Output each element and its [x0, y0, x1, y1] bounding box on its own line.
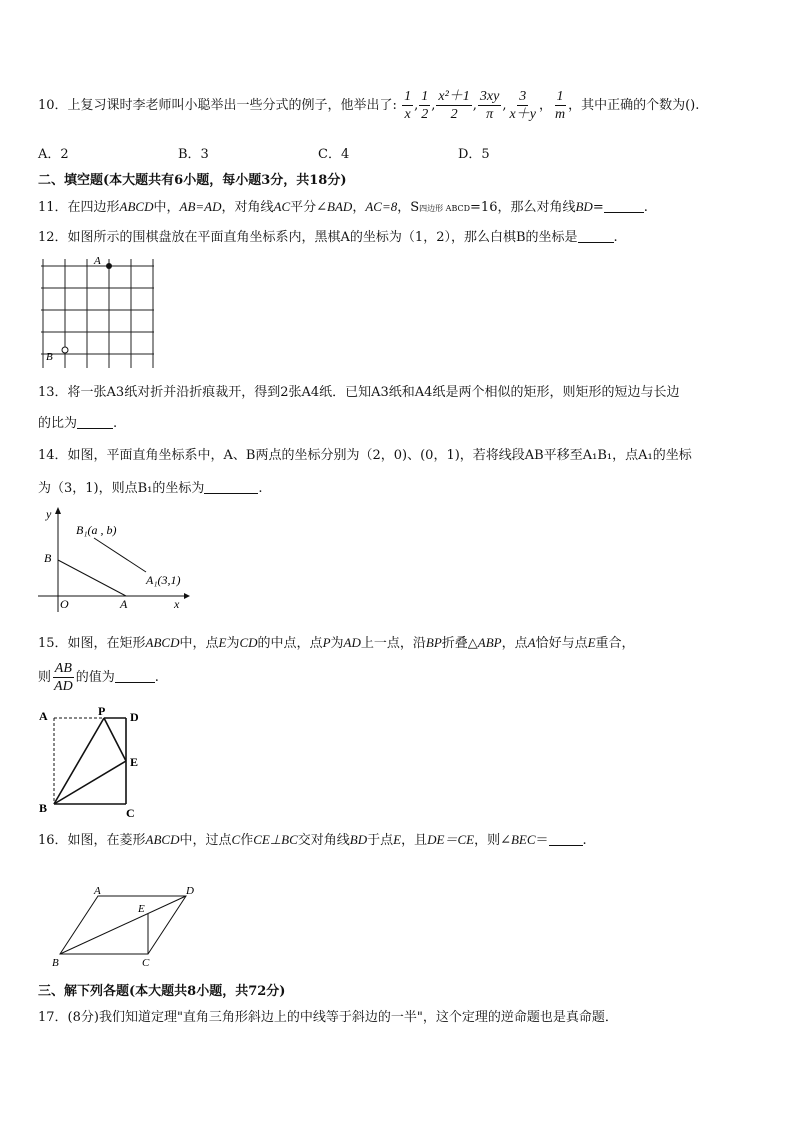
svg-text:C: C [142, 957, 150, 969]
q10-fraction-3: $\frac{\text{x²＋1}}{2}$ [438, 89, 470, 122]
svg-text:E: E [130, 755, 139, 769]
svg-text:A: A [94, 885, 101, 897]
svg-text:A: A [120, 597, 128, 611]
svg-text:P: P [98, 704, 106, 718]
svg-text:B: B [44, 551, 52, 565]
q15-line1: 15．如图，在矩形ABCD中，点E为CD的中点，点P为AD上一点，沿BP折叠△ABP，点A恰好与点E重合， [38, 635, 635, 651]
coordinate-figure [36, 504, 196, 614]
q10-fraction-6: $\frac{1}{m}$ [554, 89, 566, 122]
q11-line: 11．在四边形ABCD中，AB=AD，对角线AC平分∠BAD，AC=8，S四边形 ABCD=16，那么对角线BD= . [38, 199, 648, 215]
q13-line1: 13．将一张A3纸对折并沿折痕裁开，得到2张A4纸．已知A3纸和A4纸是两个相似的矩形，则矩形的短边与长边 [38, 385, 680, 400]
svg-text:B₁(a , b): B₁(a , b) [76, 523, 117, 537]
q10-fraction-4: $\frac{3xy}{\pi}$ [479, 89, 500, 122]
rhombus-figure [46, 882, 206, 972]
q10-fraction-1: $\frac{1}{x}$ [404, 89, 412, 122]
choice-d: D．5 [458, 147, 490, 162]
segment-a1b1 [94, 538, 146, 572]
choice-b: B．3 [178, 147, 209, 162]
q13-line2: 的比为 . [38, 416, 118, 431]
segment-ab [58, 560, 126, 596]
rectangle-fold-figure [34, 704, 154, 822]
q11-answer-blank[interactable] [604, 200, 644, 213]
white-stone-b [62, 347, 68, 353]
label-b: B [46, 351, 53, 363]
svg-text:x: x [174, 597, 180, 611]
q10-fraction-5: $\frac{3}{x+y}$ [509, 89, 536, 122]
section-3-heading: 三、解下列各题(本大题共8小题，共72分) [38, 984, 286, 999]
go-board-figure [36, 254, 160, 370]
q10-fraction-2: $\frac{1}{2}$ [421, 89, 429, 122]
section-2-heading: 二、填空题(本大题共有6小题，每小题3分，共18分) [38, 173, 347, 188]
svg-text:E: E [138, 903, 145, 915]
svg-text:A₁(3,1): A₁(3,1) [146, 573, 181, 587]
q13-answer-blank[interactable] [77, 416, 113, 429]
q10-choices [38, 146, 598, 164]
q16-line: 16．如图，在菱形ABCD中，过点C作CE⊥BC交对角线BD于点E，且DE＝CE，则∠BEC＝ . [38, 832, 587, 848]
svg-text:D: D [186, 885, 194, 897]
svg-text:y: y [46, 507, 52, 521]
q10-text: 10．上复习课时李老师叫小聪举出一些分式的例子，他举出了: [38, 98, 397, 113]
svg-text:C: C [126, 806, 135, 820]
choice-c: C．4 [318, 147, 350, 162]
choice-a: A．2 [38, 147, 69, 162]
q17-line: 17．(8分)我们知道定理"直角三角形斜边上的中线等于斜边的一半"，这个定理的逆命题也是真命题． [38, 1010, 618, 1025]
svg-text:B: B [39, 801, 48, 815]
q14-line1: 14．如图，平面直角坐标系中，A、B两点的坐标分别为（2，0)、(0，1)，若将线段AB平移至A₁B₁，点A₁的坐标 [38, 448, 692, 463]
q14-answer-blank[interactable] [204, 481, 258, 494]
q14-line2: 为（3，1)，则点B₁的坐标为 . [38, 481, 263, 496]
q10-tail: ，其中正确的个数为(). [568, 98, 700, 113]
svg-text:O: O [60, 597, 69, 611]
label-a: A [94, 255, 101, 267]
svg-text:B: B [52, 957, 59, 969]
q12-answer-blank[interactable] [578, 230, 614, 243]
q12-line: 12．如图所示的围棋盘放在平面直角坐标系内，黑棋A的坐标为（1，2），那么白棋B的坐标是 . [38, 230, 618, 245]
q10-line: 10．上复习课时李老师叫小聪举出一些分式的例子，他举出了: $\frac{1}{x}$ , $\frac{1}{2}$ , $\frac{\text{x²＋1}}{2}$ , $\frac{3xy}{\pi}$ , $\frac{3}{x+y}$ ， $\frac{1}{m}$ ，其中正确的个数为(). [38, 89, 700, 122]
q15-line2: 则 $\frac{AB}{AD}$ 的值为 . [38, 661, 159, 694]
black-stone-a [106, 263, 112, 269]
q15-ratio-fraction: $\frac{AB}{AD}$ [54, 661, 73, 694]
svg-text:A: A [39, 709, 48, 723]
q16-answer-blank[interactable] [549, 833, 583, 846]
q15-answer-blank[interactable] [115, 670, 155, 683]
svg-text:D: D [130, 710, 139, 724]
